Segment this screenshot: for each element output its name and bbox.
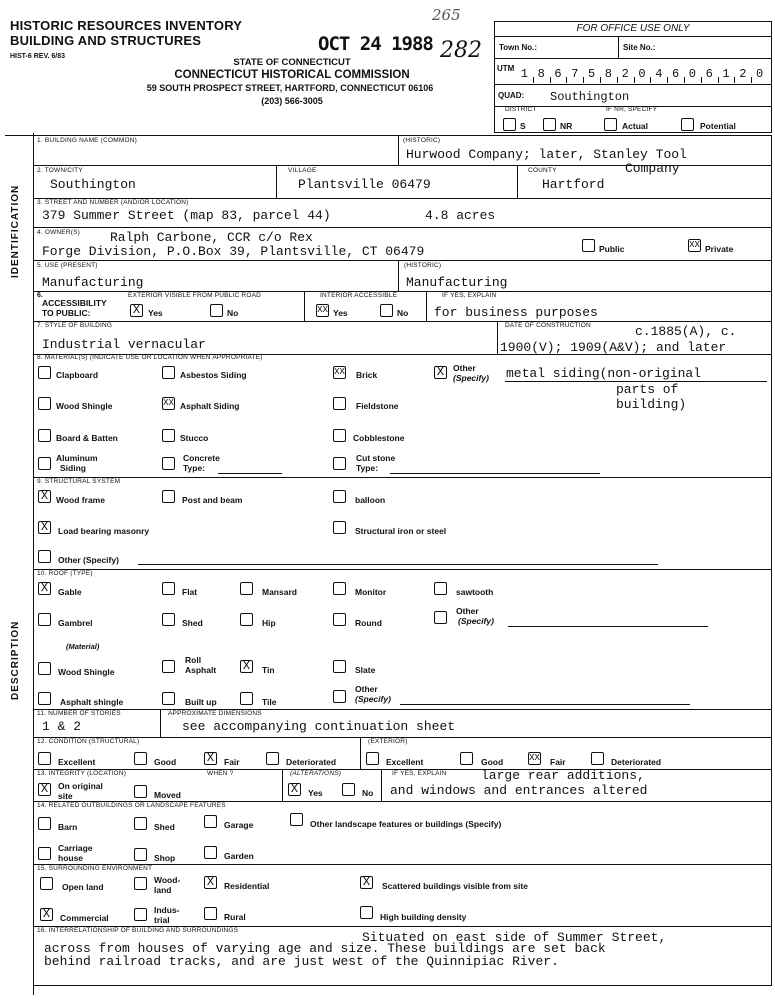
utm-tick	[600, 77, 601, 83]
shop-label: Shop	[154, 853, 176, 863]
alterations-explain-line-1: large rear additions,	[481, 768, 645, 783]
town-value: Southington	[50, 177, 136, 192]
post-beam-label: Post and beam	[182, 495, 243, 505]
high-density-checkbox[interactable]	[360, 906, 373, 919]
owner-line-1: Ralph Carbone, CCR c/o Rex	[110, 230, 313, 245]
utm-digit: 0	[638, 67, 646, 81]
structural-other-label: Other (Specify)	[58, 555, 119, 565]
asbestos-siding-label: Asbestos Siding	[180, 370, 247, 380]
utm-digit: 8	[537, 67, 545, 81]
clapboard-label: Clapboard	[56, 370, 99, 380]
building-name-label: 1. BUILDING NAME (COMMON)	[37, 137, 137, 144]
utm-tick	[718, 77, 719, 83]
nr-potential-checkbox[interactable]	[681, 118, 694, 131]
garden-checkbox[interactable]	[204, 846, 217, 859]
stories-value: 1 & 2	[42, 719, 82, 734]
description-side-label: DESCRIPTION	[10, 620, 21, 700]
open-land-checkbox[interactable]	[40, 877, 53, 890]
stucco-checkbox[interactable]	[162, 429, 175, 442]
roof-specify-label: (Specify)	[458, 616, 494, 626]
form-title: HISTORIC RESOURCES INVENTORY	[10, 18, 243, 33]
built-up-label: Built up	[185, 697, 217, 707]
exterior-yes-checkbox[interactable]: X	[130, 304, 143, 317]
nr-potential-label: Potential	[700, 121, 736, 131]
building-historic-name-cont: Company	[625, 161, 680, 176]
utm-digit: 0	[755, 67, 764, 81]
fieldstone-checkbox[interactable]	[333, 397, 346, 410]
street-value: 379 Summer Street (map 83, parcel 44)	[42, 208, 331, 223]
brick-checkbox[interactable]: XX	[334, 367, 345, 377]
interior-yes-checkbox[interactable]: XX	[317, 305, 328, 315]
barn-label: Barn	[58, 822, 78, 832]
rural-checkbox[interactable]	[204, 907, 217, 920]
aluminum-siding-label: Siding	[60, 463, 86, 473]
handwritten-number: 282	[440, 38, 482, 63]
sawtooth-checkbox[interactable]	[434, 582, 447, 595]
flat-label: Flat	[182, 587, 198, 597]
construction-date-line-1: c.1885(A), c.	[635, 324, 737, 339]
monitor-checkbox[interactable]	[333, 582, 346, 595]
utm-tick	[617, 77, 618, 83]
rural-label: Rural	[224, 912, 246, 922]
district-s-checkbox[interactable]	[503, 118, 516, 131]
structural-iron-label: Structural iron or steel	[355, 526, 447, 536]
utm-tick	[550, 77, 551, 83]
handwritten-note: 265	[432, 6, 461, 24]
use-historic-label: (HISTORIC)	[404, 262, 442, 269]
utm-tick	[634, 77, 635, 83]
owner-private-label: Private	[705, 244, 734, 254]
utm-digit: 6	[671, 67, 680, 81]
street-label: 3. STREET AND NUMBER (AND/OR LOCATION)	[37, 199, 189, 206]
nr-actual-checkbox[interactable]	[604, 118, 617, 131]
roll-asphalt-label: Asphalt	[185, 665, 217, 675]
materials-label: 8. MATERIAL(S) (INDICATE USE OR LOCATION WHEN APPROPRIATE)	[37, 354, 263, 361]
town-no-label: Town No.:	[499, 43, 538, 52]
utm-tick	[650, 77, 651, 83]
residential-checkbox[interactable]: X	[204, 876, 217, 889]
utm-digit: 4	[655, 67, 663, 81]
brick-label: Brick	[356, 370, 378, 380]
garage-checkbox[interactable]	[204, 815, 217, 828]
slate-checkbox[interactable]	[333, 660, 346, 673]
utm-digit: 2	[739, 67, 747, 81]
village-value: Plantsville 06479	[298, 177, 431, 192]
monitor-label: Monitor	[355, 587, 387, 597]
structural-other-checkbox[interactable]	[38, 550, 51, 563]
exterior-excellent-checkbox[interactable]	[366, 752, 379, 765]
round-checkbox[interactable]	[333, 613, 346, 626]
roof-material-label: (Material)	[66, 642, 100, 651]
cobblestone-checkbox[interactable]	[333, 429, 346, 442]
roof-wood-shingle-checkbox[interactable]	[38, 662, 51, 675]
structural-fair-checkbox[interactable]: X	[204, 752, 217, 765]
concrete-type-label: Type:	[183, 463, 206, 473]
exterior-yes-label: Yes	[148, 308, 163, 318]
asphalt-siding-label: Asphalt Siding	[180, 401, 240, 411]
roof-other-checkbox[interactable]	[434, 611, 447, 624]
wood-frame-checkbox[interactable]: X	[38, 490, 51, 503]
owner-public-label: Public	[599, 244, 625, 254]
tin-checkbox[interactable]: X	[240, 660, 253, 673]
nr-actual-label: Actual	[622, 121, 648, 131]
alterations-label: (ALTERATIONS)	[290, 770, 342, 777]
moved-checkbox[interactable]	[134, 785, 147, 798]
outbuilding-shed-label: Shed	[154, 822, 175, 832]
utm-tick	[566, 77, 567, 83]
load-bearing-checkbox[interactable]: X	[38, 521, 51, 534]
landscape-other-checkbox[interactable]	[290, 813, 303, 826]
asphalt-shingle-checkbox[interactable]	[38, 692, 51, 705]
cobblestone-label: Cobblestone	[353, 433, 405, 443]
exterior-good-label: Good	[481, 757, 504, 767]
material-specify-label: (Specify)	[453, 373, 489, 383]
owner-private-checkbox[interactable]: XX	[689, 240, 700, 250]
county-value: Hartford	[542, 177, 605, 192]
stories-label: 11. NUMBER OF STORIES	[37, 710, 121, 717]
identification-side-label: IDENTIFICATION	[10, 184, 21, 278]
commission-address: 59 SOUTH PROSPECT STREET, HARTFORD, CONNECTICUT 06106	[146, 83, 434, 93]
hip-checkbox[interactable]	[240, 613, 253, 626]
tin-label: Tin	[262, 665, 275, 675]
utm-tick	[684, 77, 685, 83]
carriage-label: Carriage	[58, 843, 93, 853]
on-original-label: On original	[58, 781, 103, 791]
concrete-checkbox[interactable]	[162, 457, 175, 470]
wood-frame-label: Wood frame	[56, 495, 105, 505]
gambrel-checkbox[interactable]	[38, 613, 51, 626]
commission-name: CONNECTICUT HISTORICAL COMMISSION	[174, 69, 410, 81]
scattered-buildings-checkbox[interactable]: X	[360, 876, 373, 889]
alterations-no-checkbox[interactable]	[342, 783, 355, 796]
roll-label: Roll	[185, 655, 202, 665]
woodland-checkbox[interactable]	[134, 877, 147, 890]
balloon-label: balloon	[355, 495, 386, 505]
cut-stone-type-label: Type:	[356, 463, 379, 473]
asbestos-siding-checkbox[interactable]	[162, 366, 175, 379]
on-original-site-label: site	[58, 791, 73, 801]
exterior-excellent-label: Excellent	[386, 757, 424, 767]
gable-label: Gable	[58, 587, 82, 597]
office-use-title: FOR OFFICE USE ONLY	[576, 23, 690, 34]
commercial-label: Commercial	[60, 913, 109, 923]
material-other-roof-checkbox[interactable]	[333, 690, 346, 703]
material-other-value-2: parts of	[616, 382, 679, 397]
integrity-label: 13. INTEGRITY (LOCATION)	[37, 770, 127, 777]
open-land-label: Open land	[62, 882, 104, 892]
commission-phone: (203) 566-3005	[261, 96, 323, 106]
utm-digit: 6	[705, 67, 713, 81]
utm-digit: 1	[520, 67, 528, 81]
owner-public-checkbox[interactable]	[582, 239, 595, 252]
quad-value: Southington	[550, 90, 630, 104]
roof-wood-shingle-label: Wood Shingle	[58, 667, 115, 677]
use-present-label: 5. USE (PRESENT)	[37, 262, 98, 269]
roll-asphalt-checkbox[interactable]	[162, 660, 175, 673]
woodland-label-2: land	[154, 885, 172, 895]
date-stamp: OCT 24 1988	[318, 33, 433, 55]
roof-shed-checkbox[interactable]	[162, 613, 175, 626]
material-other-label: Other	[453, 363, 476, 373]
district-s-label: S	[520, 121, 526, 131]
wood-shingle-checkbox[interactable]	[38, 397, 51, 410]
structural-excellent-label: Excellent	[58, 757, 96, 767]
utm-label: UTM	[497, 64, 515, 73]
mansard-label: Mansard	[262, 587, 297, 597]
district-nr-label: NR	[560, 121, 573, 131]
exterior-no-checkbox[interactable]	[210, 304, 223, 317]
utm-digit: 6	[554, 67, 562, 81]
utm-tick	[583, 77, 584, 83]
roof-other-label: Other	[456, 606, 479, 616]
utm-tick	[734, 77, 735, 83]
mansard-checkbox[interactable]	[240, 582, 253, 595]
roof-shed-label: Shed	[182, 618, 203, 628]
exterior-good-checkbox[interactable]	[460, 752, 473, 765]
flat-checkbox[interactable]	[162, 582, 175, 595]
alterations-explain-line-2: and windows and entrances altered	[390, 783, 648, 798]
utm-digit: 7	[571, 67, 579, 81]
structural-excellent-checkbox[interactable]	[38, 752, 51, 765]
interior-accessible-label: INTERIOR ACCESSIBLE	[320, 292, 398, 299]
wood-shingle-label: Wood Shingle	[56, 401, 113, 411]
exterior-visible-label: EXTERIOR VISIBLE FROM PUBLIC ROAD	[128, 292, 262, 299]
roof-label: 10. ROOF (TYPE)	[37, 570, 93, 577]
owner-label: 4. OWNER(S)	[37, 229, 81, 236]
landscape-other-label: Other landscape features or buildings (Specify)	[310, 819, 502, 829]
cut-stone-checkbox[interactable]	[333, 457, 346, 470]
hip-label: Hip	[262, 618, 276, 628]
industrial-label-2: trial	[154, 915, 170, 925]
structural-deteriorated-checkbox[interactable]	[266, 752, 279, 765]
asphalt-shingle-label: Asphalt shingle	[60, 697, 124, 707]
alterations-yes-checkbox[interactable]: X	[288, 783, 301, 796]
tile-label: Tile	[262, 697, 277, 707]
alterations-explain-label: IF YES, EXPLAIN	[392, 770, 447, 777]
site-no-label: Site No.:	[623, 43, 656, 52]
structural-label: 9. STRUCTURAL SYSTEM	[37, 478, 121, 485]
alterations-no-label: No	[362, 788, 374, 798]
exterior-fair-checkbox[interactable]: XX	[529, 753, 540, 763]
utm-digit: 2	[621, 67, 629, 81]
gambrel-label: Gambrel	[58, 618, 93, 628]
utm-tick	[533, 77, 534, 83]
material-other-checkbox[interactable]: X	[434, 366, 447, 379]
clapboard-checkbox[interactable]	[38, 366, 51, 379]
exterior-no-label: No	[227, 308, 239, 318]
exterior-deteriorated-label: Deteriorated	[611, 757, 662, 767]
interrelationship-line-1: Situated on east side of Summer Street,	[362, 930, 667, 945]
aluminum-label: Aluminum	[56, 453, 98, 463]
shop-checkbox[interactable]	[134, 848, 147, 861]
village-label: VILLAGE	[288, 167, 317, 174]
accessibility-number: 6.	[37, 292, 43, 299]
industrial-checkbox[interactable]	[134, 908, 147, 921]
interrelationship-label: 16. INTERRELATIONSHIP OF BUILDING AND SURROUNDINGS	[37, 927, 239, 934]
fieldstone-label: Fieldstone	[356, 401, 399, 411]
district-label: DISTRICT	[505, 106, 537, 113]
stucco-label: Stucco	[180, 433, 209, 443]
carriage-house-checkbox[interactable]	[38, 847, 51, 860]
utm-digit: 5	[587, 67, 596, 81]
alterations-yes-label: Yes	[308, 788, 323, 798]
interrelationship-line-3: behind railroad tracks, and are just west of the Quinnipiac River.	[44, 954, 559, 969]
utm-tick	[751, 77, 752, 83]
construction-date-label: DATE OF CONSTRUCTION	[505, 322, 591, 329]
interior-no-label: No	[397, 308, 409, 318]
utm-tick	[667, 77, 668, 83]
structural-fair-label: Fair	[224, 757, 240, 767]
material-other-value-3: building)	[616, 397, 687, 412]
roof-material-other-label: Other	[355, 684, 378, 694]
utm-digit: 1	[722, 67, 730, 81]
state-name: STATE OF CONNECTICUT	[233, 57, 351, 68]
round-label: Round	[355, 618, 382, 628]
form-subtitle: BUILDING AND STRUCTURES	[10, 33, 202, 48]
load-bearing-label: Load bearing masonry	[58, 526, 150, 536]
district-nr-checkbox[interactable]	[543, 118, 556, 131]
scattered-buildings-label: Scattered buildings visible from site	[382, 881, 528, 891]
condition-label: 12. CONDITION (STRUCTURAL)	[37, 738, 140, 745]
building-historic-label: (HISTORIC)	[403, 137, 441, 144]
acreage-value: 4.8 acres	[425, 208, 496, 223]
asphalt-siding-checkbox[interactable]: XX	[163, 398, 174, 408]
garage-label: Garage	[224, 820, 254, 830]
gable-checkbox[interactable]: X	[38, 582, 51, 595]
utm-digit: 0	[688, 67, 696, 81]
exterior-condition-label: (EXTERIOR)	[368, 738, 408, 745]
when-label: WHEN ?	[207, 770, 234, 777]
exterior-deteriorated-checkbox[interactable]	[591, 752, 604, 765]
use-historic-value: Manufacturing	[406, 275, 508, 290]
accessibility-label: ACCESSIBILITY	[42, 298, 107, 308]
cut-stone-label: Cut stone	[356, 453, 396, 463]
owner-line-2: Forge Division, P.O.Box 39, Plantsville, CT 06479	[42, 244, 425, 259]
woodland-label: Wood-	[154, 875, 181, 885]
form-number: HIST-6 REV. 6/83	[10, 53, 65, 60]
board-batten-label: Board & Batten	[56, 433, 118, 443]
if-nr-label: IF NR, SPECIFY	[606, 106, 658, 113]
environment-label: 15. SURROUNDING ENVIRONMENT	[37, 865, 153, 872]
barn-checkbox[interactable]	[38, 817, 51, 830]
material-other-value: metal siding(non-original	[506, 366, 702, 381]
slate-label: Slate	[355, 665, 376, 675]
dimensions-label: APPROXIMATE DIMENSIONS	[168, 710, 262, 717]
town-label: 2. TOWN/CITY	[37, 167, 83, 174]
outbuildings-label: 14. RELATED OUTBUILDINGS OR LANDSCAPE FEATURES	[37, 802, 226, 809]
sawtooth-label: sawtooth	[456, 587, 494, 597]
structural-deteriorated-label: Deteriorated	[286, 757, 337, 767]
structural-good-checkbox[interactable]	[134, 752, 147, 765]
commercial-checkbox[interactable]: X	[40, 908, 53, 921]
industrial-label: Indus-	[154, 905, 180, 915]
style-value: Industrial vernacular	[42, 337, 206, 352]
access-explain-value: for business purposes	[434, 305, 598, 320]
interior-yes-label: Yes	[333, 308, 348, 318]
interrelationship-line-2: across from houses of varying age and size. These buildings are set back	[44, 941, 606, 956]
outbuilding-shed-checkbox[interactable]	[134, 817, 147, 830]
interior-no-checkbox[interactable]	[380, 304, 393, 317]
use-present-value: Manufacturing	[42, 275, 144, 290]
structural-iron-checkbox[interactable]	[333, 521, 346, 534]
construction-date-line-2: 1900(V); 1909(A&V); and later	[500, 340, 727, 355]
balloon-checkbox[interactable]	[333, 490, 346, 503]
roof-material-specify-label: (Specify)	[355, 694, 391, 704]
carriage-house-label: house	[58, 853, 84, 863]
high-density-label: High building density	[380, 912, 467, 922]
moved-label: Moved	[154, 790, 181, 800]
concrete-label: Concrete	[183, 453, 220, 463]
exterior-fair-label: Fair	[550, 757, 566, 767]
quad-label: QUAD:	[498, 91, 525, 100]
garden-label: Garden	[224, 851, 254, 861]
residential-label: Residential	[224, 881, 270, 891]
dimensions-value: see accompanying continuation sheet	[182, 719, 456, 734]
post-beam-checkbox[interactable]	[162, 490, 175, 503]
tile-checkbox[interactable]	[240, 692, 253, 705]
access-explain-label: IF YES, EXPLAIN	[442, 292, 497, 299]
utm-digit: 8	[604, 67, 612, 81]
on-original-site-checkbox[interactable]: X	[38, 783, 51, 796]
aluminum-siding-checkbox[interactable]	[38, 457, 51, 470]
built-up-checkbox[interactable]	[162, 692, 175, 705]
building-historic-name: Hurwood Company; later, Stanley Tool	[406, 147, 687, 162]
utm-tick	[701, 77, 702, 83]
structural-good-label: Good	[154, 757, 177, 767]
county-label: COUNTY	[528, 167, 557, 174]
accessibility-label-2: TO PUBLIC:	[42, 308, 91, 318]
board-batten-checkbox[interactable]	[38, 429, 51, 442]
style-label: 7. STYLE OF BUILDING	[37, 322, 113, 329]
